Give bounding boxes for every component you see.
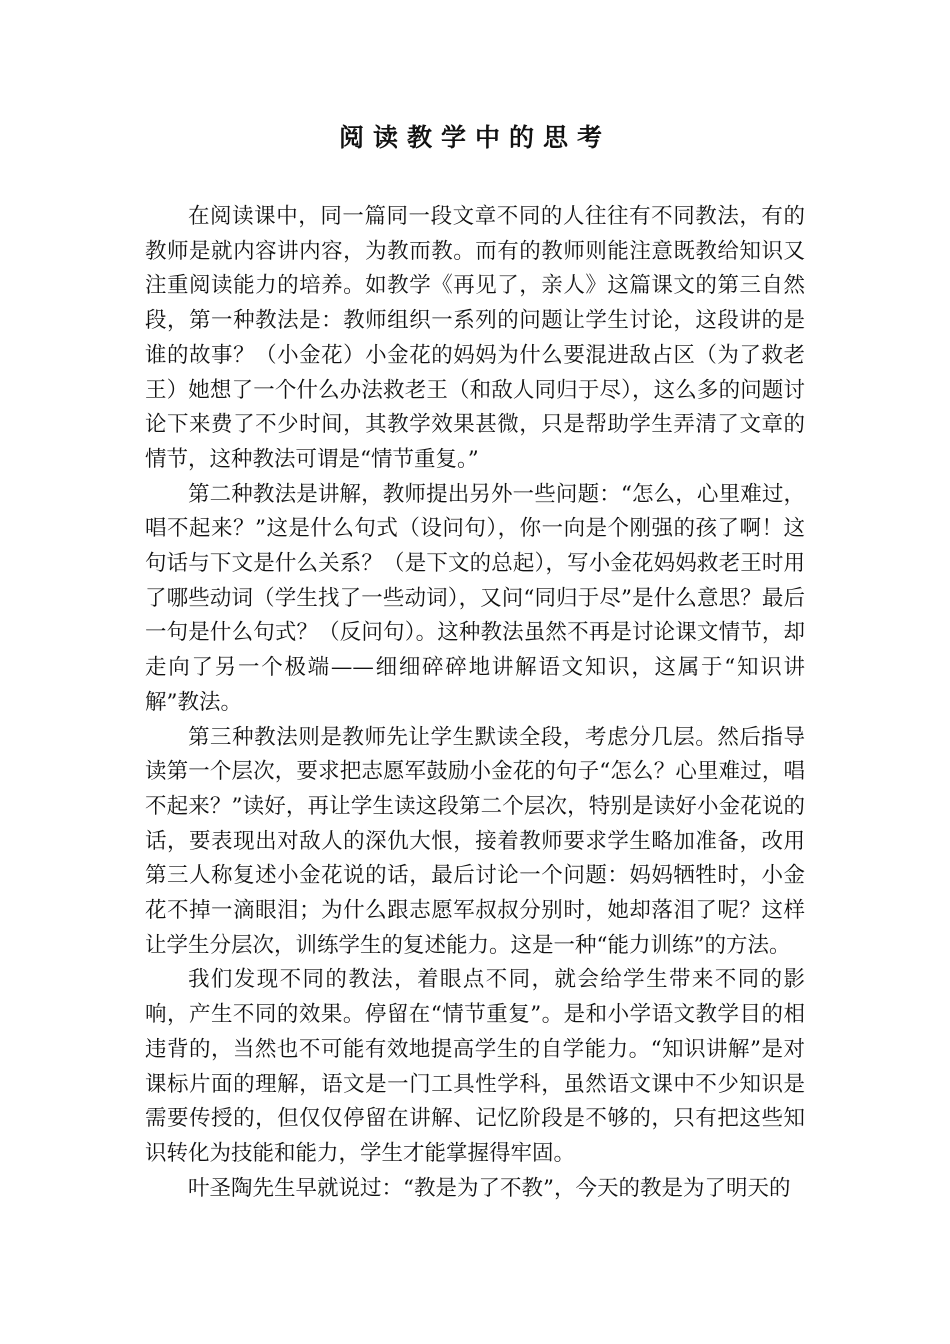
paragraph: 第二种教法是讲解，教师提出另外一些问题：“怎么，心里难过，唱不起来？”这是什么句式（设问句），你一向是个刚强的孩了啊！这句话与下文是什么关系？（是下文的总起），写小金花妈妈救老王时用了哪些动词（学生找了一些动词），又问“同归于尽”是什么意思？最后一句是什么句式？（反问句）。这种教法虽然不再是讨论课文情节，却走向了另一个极端——细细碎碎地讲解语文知识，这属于“知识讲解”教法。 [145,481,805,715]
paragraph: 我们发现不同的教法，着眼点不同，就会给学生带来不同的影响，产生不同的效果。停留在“情节重复”。是和小学语文教学目的相违背的，当然也不可能有效地提高学生的自学能力。“知识讲解”是对课标片面的理解，语文是一门工具性学科，虽然语文课中不少知识是需要传授的，但仅仅停留在讲解、记忆阶段是不够的，只有把这些知识转化为技能和能力，学生才能掌握得牢固。 [145,967,805,1166]
document-title: 阅读教学中的思考 [338,123,611,152]
paragraph: 叶圣陶先生早就说过：“教是为了不教”，今天的教是为了明天的 [188,1175,791,1201]
document-body [145,200,805,1206]
paragraph: 第三种教法则是教师先让学生默读全段，考虑分几层。然后指导读第一个层次，要求把志愿军鼓励小金花的句子“怎么？心里难过，唱不起来？”读好，再让学生读这段第二个层次，特别是读好小金花说的话，要表现出对敌人的深仇大恨，接着教师要求学生略加准备，改用第三人称复述小金花说的话，最后讨论一个问题：妈妈牺牲时，小金花不掉一滴眼泪；为什么跟志愿军叔叔分别时，她却落泪了呢？这样让学生分层次，训练学生的复述能力。这是一种“能力训练”的方法。 [145,724,805,958]
paragraph: 在阅读课中，同一篇同一段文章不同的人往往有不同教法，有的教师是就内容讲内容，为教而教。而有的教师则能注意既教给知识又注重阅读能力的培养。如教学《再见了，亲人》这篇课文的第三自然段，第一种教法是：教师组织一系列的问题让学生讨论，这段讲的是谁的故事？（小金花）小金花的妈妈为什么要混进敌占区（为了救老王）她想了一个什么办法救老王（和敌人同归于尽），这么多的问题讨论下来费了不少时间，其教学效果甚微，只是帮助学生弄清了文章的情节，这种教法可谓是“情节重复。” [145,204,805,472]
